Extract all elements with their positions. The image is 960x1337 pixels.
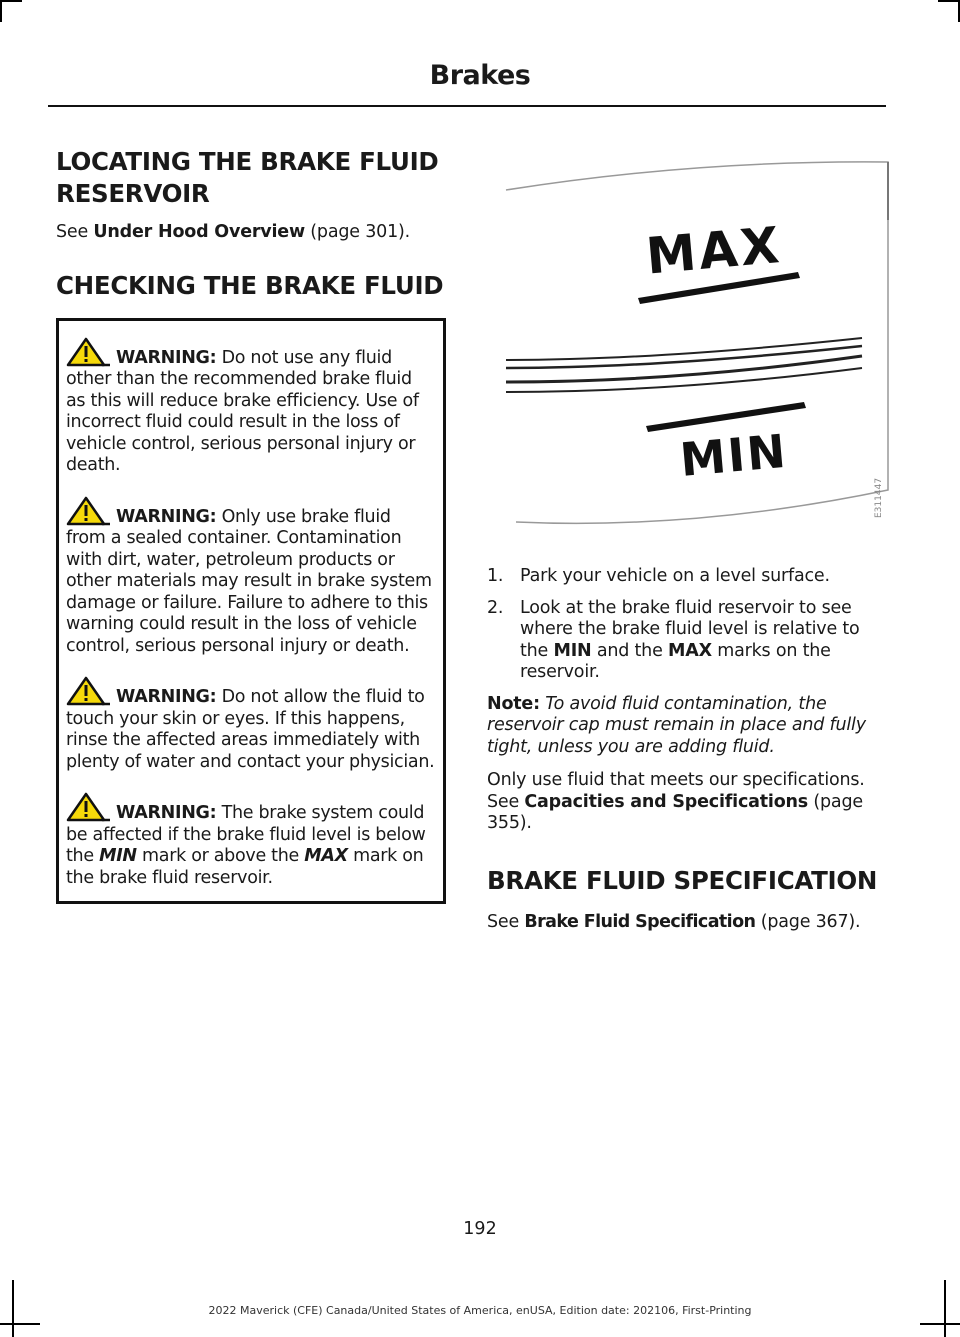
brake-fluid-reservoir-illustration [496, 150, 896, 540]
min-label: MIN [677, 423, 790, 487]
warning-box [56, 318, 446, 905]
left-column [56, 146, 448, 904]
warning-item: WARNING: Only use brake fluid from a sealed container. Contamination with dirt, water, petroleum products or other materials may result in brake system damage or failure. Failure to adhere to this warning could result in the loss of vehicle control, serious personal injury or death. [66, 496, 435, 658]
header-divider [48, 105, 886, 107]
warning-triangle-icon [66, 496, 110, 526]
section-heading-checking: CHECKING THE BRAKE FLUID [56, 270, 444, 300]
specifications-reference: Only use fluid that meets our specifications. See Capacities and Specifications (page 355). [487, 770, 865, 833]
figure-code: E311447 [874, 477, 884, 518]
list-item: 1. Park your vehicle on a level surface. [487, 566, 830, 586]
crop-mark [920, 1323, 960, 1325]
section-heading-locating: LOCATING THE BRAKE FLUID RESERVOIR [56, 147, 439, 208]
crop-mark [0, 0, 22, 2]
brake-fluid-spec-reference: See Brake Fluid Specification (page 367). [487, 911, 861, 932]
crop-mark [0, 1323, 40, 1325]
warning-triangle-icon [66, 676, 110, 706]
list-item: 2. Look at the brake fluid reservoir to see where the brake fluid level is relative to the MIN and the MAX marks on the reservoir. [487, 597, 860, 682]
note: Note: To avoid fluid contamination, the reservoir cap must remain in place and fully tight, unless you are adding fluid. [487, 693, 866, 757]
page-title: Brakes [429, 60, 531, 91]
section-heading-specification: BRAKE FLUID SPECIFICATION [487, 865, 878, 895]
warning-item: WARNING: The brake system could be affected if the brake fluid level is below the MIN mark or above the MAX mark on the brake fluid reservoir. [66, 792, 435, 889]
steps-list [487, 566, 887, 684]
crop-mark [0, 0, 2, 22]
capacities-specifications-link[interactable]: Capacities and Specifications [524, 791, 809, 812]
max-label: MAX [643, 215, 785, 286]
right-column [487, 566, 887, 933]
warning-item: WARNING: Do not use any fluid other than the recommended brake fluid as this will reduce brake efficiency. Use of incorrect fluid could result in the loss of vehicle control, serious personal injury or death. [66, 337, 435, 477]
locating-reference: See Under Hood Overview (page 301). [56, 222, 410, 242]
crop-mark [938, 0, 960, 2]
page-number: 192 [463, 1219, 497, 1239]
warning-triangle-icon [66, 337, 110, 367]
warning-item: WARNING: Do not allow the fluid to touch your skin or eyes. If this happens, rinse the affected areas immediately with plenty of water and contact your physician. [66, 676, 435, 773]
footer-edition: 2022 Maverick (CFE) Canada/United States of America, enUSA, Edition date: 202106, First-Printing [208, 1304, 752, 1317]
under-hood-overview-link[interactable]: Under Hood Overview [93, 222, 305, 242]
warning-triangle-icon [66, 792, 110, 822]
brake-fluid-specification-link[interactable]: Brake Fluid Specification [524, 911, 756, 932]
